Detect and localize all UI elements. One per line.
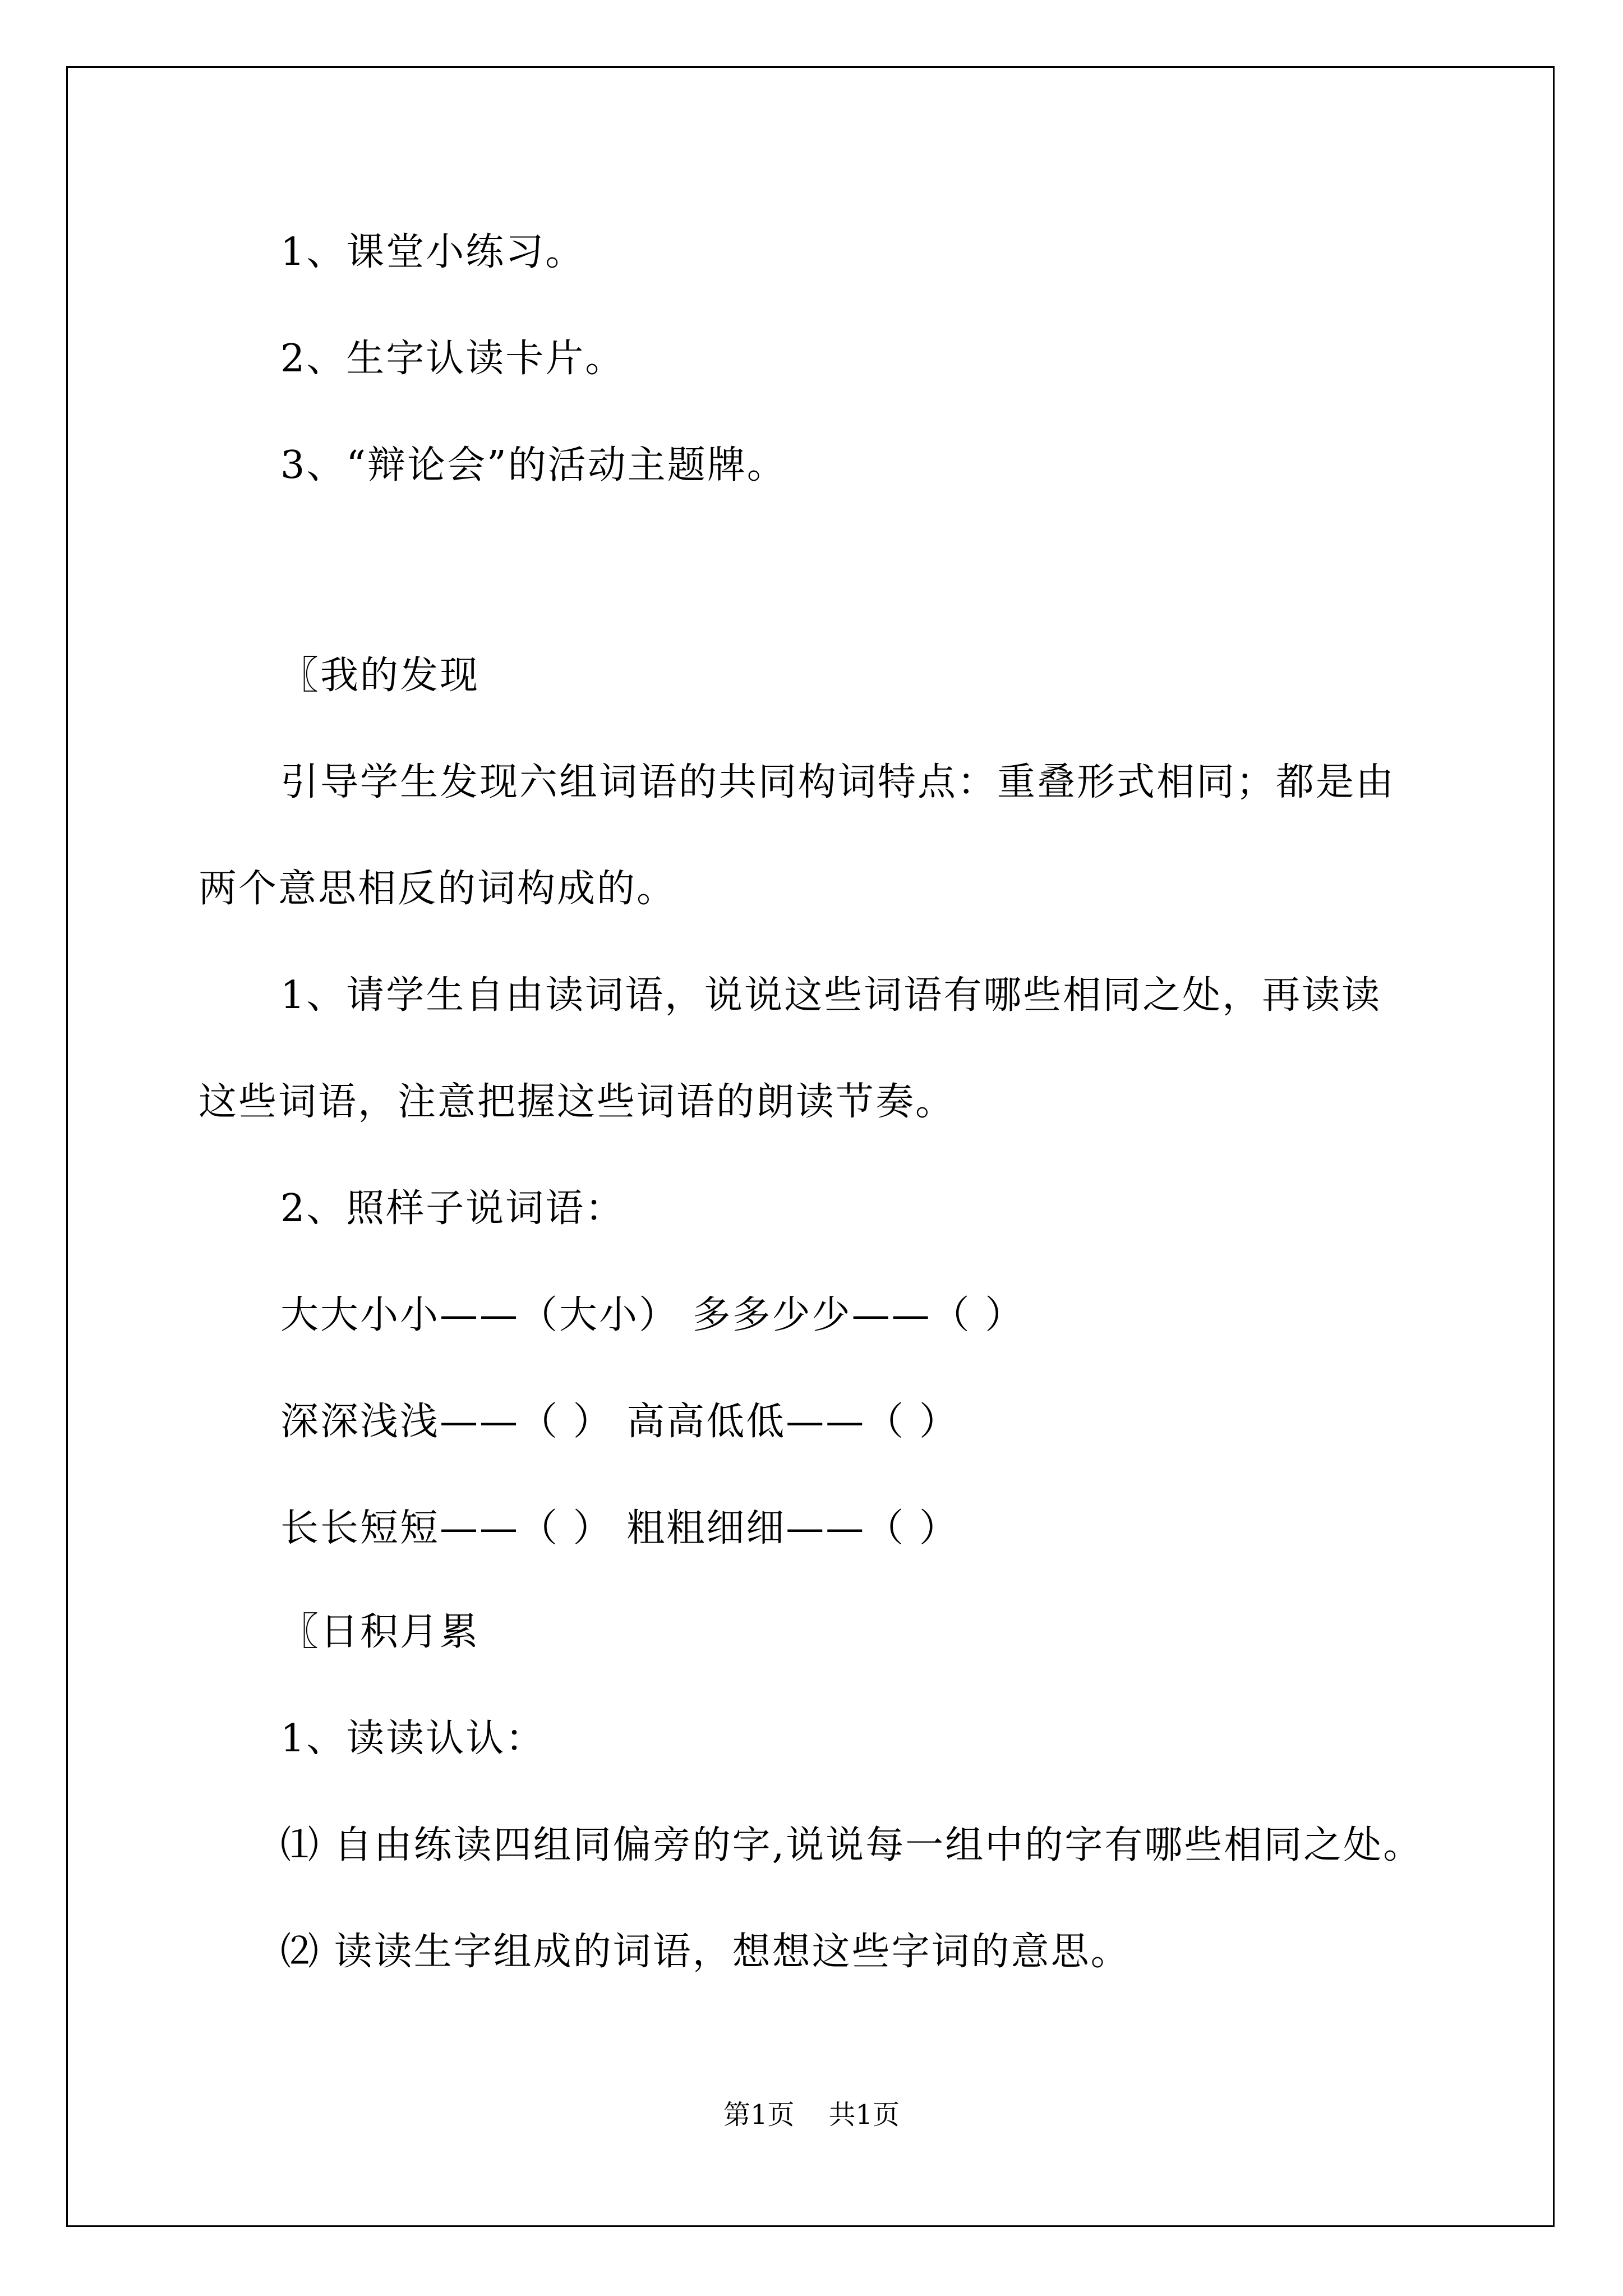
paragraph-line: ⑵ 读读生字组成的词语，想想这些字词的意思。 bbox=[280, 1930, 1131, 1974]
paragraph-line: 两个意思相反的词构成的。 bbox=[199, 867, 677, 911]
word-exercise-line: 长长短短——（ ） 粗粗细细——（ ） bbox=[280, 1506, 959, 1550]
paragraph-line: 这些词语，注意把握这些词语的朗读节奏。 bbox=[199, 1080, 956, 1124]
material-item-1: 1、课堂小练习。 bbox=[280, 230, 585, 274]
material-item-3: 3、“辩论会”的活动主题牌。 bbox=[280, 443, 787, 487]
word-exercise-line: 深深浅浅——（ ） 高高低低——（ ） bbox=[280, 1400, 959, 1444]
section-heading-discovery: 〖我的发现 bbox=[280, 654, 480, 698]
paragraph-line: 1、读读认认： bbox=[280, 1717, 546, 1761]
paragraph-line: ⑴ 自由练读四组同偏旁的字,说说每一组中的字有哪些相同之处。 bbox=[280, 1823, 1423, 1867]
section-heading-accumulation: 〖日积月累 bbox=[280, 1610, 480, 1654]
paragraph-line: 1、请学生自由读词语，说说这些词语有哪些相同之处，再读读 bbox=[280, 973, 1382, 1018]
page-number-footer: 第1页 共1页 bbox=[723, 2099, 900, 2131]
material-item-2: 2、生字认读卡片。 bbox=[280, 337, 625, 381]
paragraph-line: 引导学生发现六组词语的共同构词特点：重叠形式相同；都是由 bbox=[280, 760, 1396, 804]
page-border bbox=[66, 66, 1555, 2227]
word-exercise-line: 大大小小——（大小） 多多少少——（ ） bbox=[280, 1293, 1025, 1337]
paragraph-line: 2、照样子说词语： bbox=[280, 1186, 625, 1231]
